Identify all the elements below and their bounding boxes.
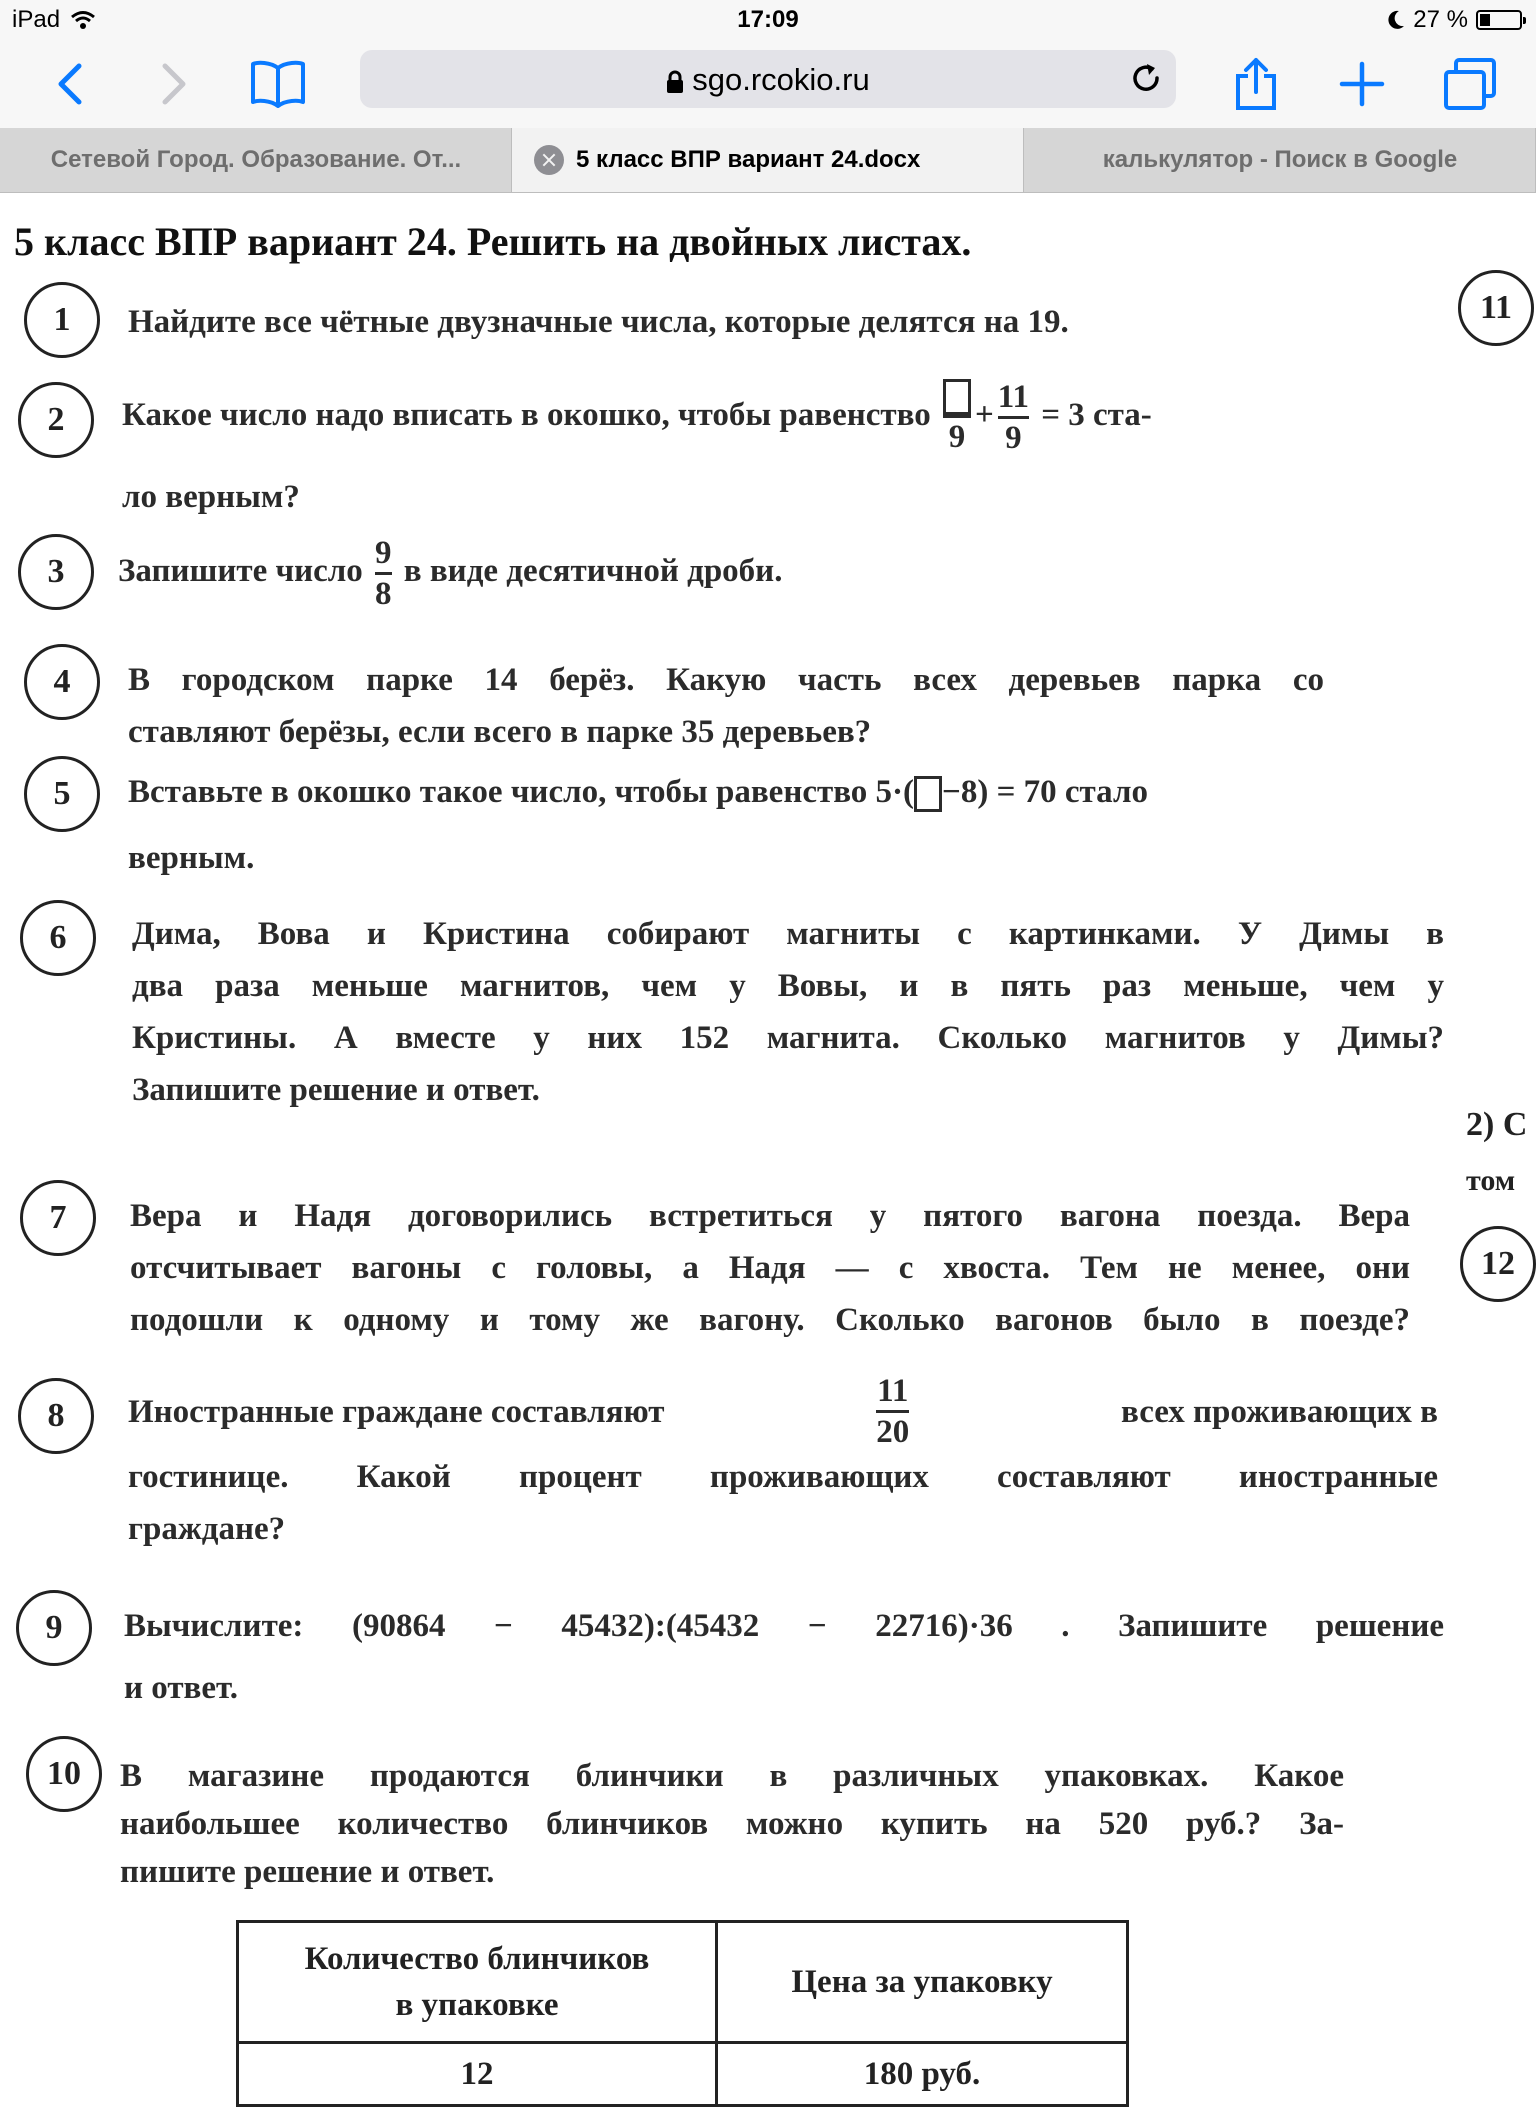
column-header-quantity xyxy=(238,1922,717,2043)
question-4-line: ставляют берёзы, если всего в парке 35 деревьев? xyxy=(128,714,872,750)
column-header-price: Цена за упаковку xyxy=(717,1922,1128,2043)
header-line: Количество блинчиков xyxy=(304,1941,650,1977)
question-10-text xyxy=(120,1752,1344,1896)
question-7-line: Вера и Надя договорились встретиться у пятого вагона поезда. Вера xyxy=(130,1198,1410,1234)
question-6-line: Дима, Вова и Кристина собирают магниты с картинками. У Димы в xyxy=(132,916,1444,952)
question-number: 4 xyxy=(24,644,100,720)
question-5-mid: −8 xyxy=(942,774,978,810)
browser-toolbar xyxy=(0,40,1536,128)
pancake-price-table xyxy=(236,1920,1129,2107)
question-1-text: Найдите все чётные двузначные числа, которые делятся на 19. xyxy=(128,304,1069,340)
question-6-line: два раза меньше магнитов, чем у Вовы, и в пять раз меньше, чем у xyxy=(132,968,1444,1004)
question-6-line: Кристины. А вместе у них 152 магнита. Сколько магнитов у Димы? xyxy=(132,1020,1444,1056)
question-8-line: граждане? xyxy=(128,1511,286,1547)
book-icon xyxy=(250,60,306,108)
question-2-text xyxy=(122,378,1342,523)
fraction-11-over-20 xyxy=(876,1372,909,1451)
moon-icon xyxy=(1387,10,1405,30)
document-title: 5 класс ВПР вариант 24. Решить на двойных листах. xyxy=(14,219,972,264)
share-button[interactable] xyxy=(1224,52,1288,116)
question-4-line: В городском парке 14 берёз. Какую часть всех деревьев парка со xyxy=(128,662,1324,698)
forward-button[interactable] xyxy=(142,52,206,116)
back-button[interactable] xyxy=(38,52,102,116)
denominator: 8 xyxy=(375,576,392,612)
question-5-part-a: Вставьте в окошко такое число, чтобы равенство 5·( xyxy=(128,774,915,810)
tab-setevoy-gorod[interactable] xyxy=(0,128,512,192)
question-number: 12 xyxy=(1460,1226,1536,1302)
question-6-line: Запишите решение и ответ. xyxy=(132,1072,540,1108)
denominator: 20 xyxy=(876,1414,910,1450)
reload-icon[interactable] xyxy=(1128,60,1164,96)
denominator: 9 xyxy=(948,419,966,455)
close-tab-icon[interactable] xyxy=(534,145,564,175)
url-text: sgo.rcokio.ru xyxy=(692,62,870,97)
question-number: 6 xyxy=(20,900,96,976)
question-3-text xyxy=(118,534,1218,613)
tab-calculator-search[interactable] xyxy=(1024,128,1536,192)
plus-icon xyxy=(1338,60,1386,108)
question-2-tail: = 3 ста- xyxy=(1041,397,1152,434)
question-10-line: пишите решение и ответ. xyxy=(120,1854,495,1890)
device-name: iPad xyxy=(12,6,61,33)
question-number: 5 xyxy=(24,756,100,832)
question-number: 8 xyxy=(18,1378,94,1454)
question-6-text xyxy=(132,908,1444,1116)
question-3-part-a: Запишите число xyxy=(118,553,363,590)
question-9-line: и ответ. xyxy=(124,1670,238,1706)
header-line: в упаковке xyxy=(395,1987,559,2023)
clock: 17:09 xyxy=(737,6,799,33)
question-8-line: гостинице. Какой процент проживающих составляют иностранные xyxy=(128,1459,1438,1495)
tab-vpr-docx[interactable] xyxy=(512,128,1024,192)
question-7-line: отсчитывает вагоны с головы, а Надя — с хвоста. Тем не менее, они xyxy=(130,1250,1410,1286)
share-icon xyxy=(1234,56,1278,112)
tab-label: 5 класс ВПР вариант 24.docx xyxy=(576,146,921,173)
chevron-right-icon xyxy=(159,62,189,106)
question-9-line: Вычислите: (90864 − 45432):(45432 − 22716)·36 . Запишите решение xyxy=(124,1608,1444,1644)
side-fragment: том xyxy=(1466,1164,1516,1197)
table-row xyxy=(238,2043,1128,2106)
side-fragment: 2) С xyxy=(1466,1106,1528,1143)
battery-icon xyxy=(1476,10,1522,30)
numerator: 11 xyxy=(877,1373,909,1409)
battery-level xyxy=(1480,14,1490,26)
question-number: 3 xyxy=(18,534,94,610)
question-number: 9 xyxy=(16,1590,92,1666)
fraction-11-over-9 xyxy=(998,378,1029,457)
plus-sign: + xyxy=(974,397,994,434)
tab-bar xyxy=(0,128,1536,193)
question-number: 11 xyxy=(1458,270,1534,346)
question-8-part-b: всех проживающих в xyxy=(1121,1393,1438,1430)
question-5-text xyxy=(128,766,1358,884)
question-3-part-b: в виде десятичной дроби. xyxy=(403,553,783,590)
question-number: 10 xyxy=(26,1736,102,1812)
bookmarks-button[interactable] xyxy=(246,52,310,116)
table-header-row xyxy=(238,1922,1128,2043)
denominator: 9 xyxy=(1005,420,1022,456)
answer-box xyxy=(943,379,971,415)
question-8-part-a: Иностранные граждане составляют xyxy=(128,1393,665,1430)
question-8-first-line xyxy=(128,1372,1438,1451)
table-cell: 12 xyxy=(238,2043,717,2106)
new-tab-button[interactable] xyxy=(1330,52,1394,116)
question-2-part-a: Какое число надо вписать в окошко, чтобы равенство xyxy=(122,397,931,434)
question-5-part-b: ) = 70 стало xyxy=(977,774,1148,810)
question-4-text xyxy=(128,654,1324,758)
question-5-part-c: верным. xyxy=(128,840,255,876)
table-cell: 180 руб. xyxy=(717,2043,1128,2106)
question-10-line: наибольшее количество блинчиков можно купить на 520 руб.? За- xyxy=(120,1806,1344,1842)
question-10-line: В магазине продаются блинчики в различных упаковках. Какое xyxy=(120,1758,1344,1794)
question-9-text xyxy=(124,1600,1444,1714)
question-number: 2 xyxy=(18,382,94,458)
address-bar[interactable] xyxy=(360,50,1176,108)
answer-box xyxy=(914,776,942,812)
tabs-overview-button[interactable] xyxy=(1438,52,1502,116)
tabs-icon xyxy=(1442,56,1498,112)
numerator: 9 xyxy=(375,535,392,571)
numerator: 11 xyxy=(997,379,1029,415)
question-number: 7 xyxy=(20,1180,96,1256)
tab-label: калькулятор - Поиск в Google xyxy=(1102,146,1458,173)
question-7-line: подошли к одному и тому же вагону. Сколько вагонов было в поезде? xyxy=(130,1302,1410,1338)
chevron-left-icon xyxy=(55,62,85,106)
tab-label: Сетевой Город. Образование. От... xyxy=(50,146,462,173)
lock-icon xyxy=(666,70,684,94)
status-bar xyxy=(0,0,1536,40)
question-8-text xyxy=(128,1372,1438,1555)
fraction-9-over-8 xyxy=(375,534,392,613)
fraction-box-over-9 xyxy=(943,379,971,456)
question-number: 1 xyxy=(24,282,100,358)
question-7-text xyxy=(130,1190,1410,1346)
battery-percent: 27 % xyxy=(1413,6,1468,33)
question-2-part-b: ло верным? xyxy=(122,479,300,515)
